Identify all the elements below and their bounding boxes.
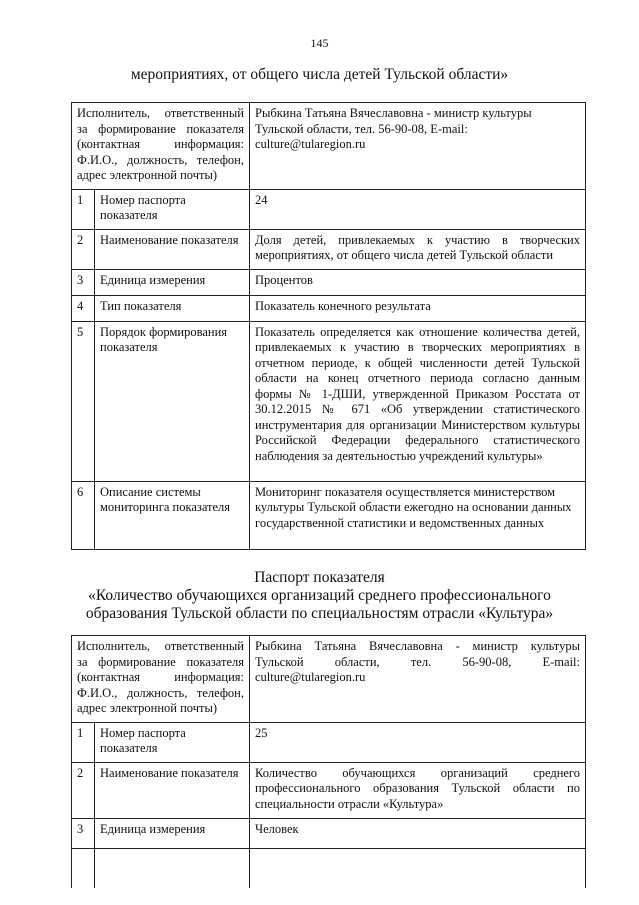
table-row xyxy=(72,722,586,762)
table-row xyxy=(72,295,586,321)
executor-label: Исполнитель, ответственный за формирование показателя (контактная информация: Ф.И.О., должность, телефон, адрес электронной почты) xyxy=(72,636,250,723)
indicator-passport-table-25 xyxy=(71,635,586,888)
passport-subtitle-line-2: образования Тульской области по специальностям отрасли «Культура» xyxy=(85,605,554,622)
passport-title: Паспорт показателя xyxy=(254,569,385,586)
row-number: 6 xyxy=(72,481,95,549)
table-row xyxy=(72,762,586,818)
continuation-cell xyxy=(72,848,95,888)
row-label: Наименование показателя xyxy=(95,762,250,818)
row-label: Наименование показателя xyxy=(95,229,250,269)
row-label: Порядок формирования показателя xyxy=(95,321,250,481)
page-number: 145 xyxy=(310,36,329,50)
executor-value: Рыбкина Татьяна Вячеславовна - министр культуры Тульской области, тел. 56-90-08, E-mail: culture@tularegion.ru xyxy=(250,636,586,723)
row-value: Процентов xyxy=(250,269,586,295)
row-value: Показатель определяется как отношение количества детей, привлекаемых к участию в творческих мероприятиях в отчетном периоде, к общей численности детей Тульской области на конец отчетного периода согласно данным формы № 1-ДШИ, утвержденной Приказом Росстата от 30.12.2015 № 671 «Об утверждении статистического инструментария для организации Министерством культуры Российской Федерации федерального статистического наблюдения за деятельностью учреждений культуры» xyxy=(250,321,586,481)
row-number: 1 xyxy=(72,189,95,229)
row-value: Количество обучающихся организаций среднего профессионального образования Тульской области по специальности отрасли «Культура» xyxy=(250,762,586,818)
table-row xyxy=(72,189,586,229)
table-row xyxy=(72,818,586,848)
row-number: 2 xyxy=(72,762,95,818)
row-label: Единица измерения xyxy=(95,818,250,848)
row-value: Мониторинг показателя осуществляется министерством культуры Тульской области ежегодно на основании данных государственной статистики и ведомственных данных xyxy=(250,481,586,549)
continuation-cell xyxy=(95,848,250,888)
row-number: 5 xyxy=(72,321,95,481)
row-number: 1 xyxy=(72,722,95,762)
row-value: Показатель конечного результата xyxy=(250,295,586,321)
indicator-passport-table-24 xyxy=(71,102,586,550)
continuation-heading: мероприятиях, от общего числа детей Тульской области» xyxy=(130,66,509,83)
table-row xyxy=(72,636,586,723)
table-continuation xyxy=(72,848,586,888)
row-value: 24 xyxy=(250,189,586,229)
row-value: Человек xyxy=(250,818,586,848)
row-number: 4 xyxy=(72,295,95,321)
passport-subtitle-line-1: «Количество обучающихся организаций среднего профессионального xyxy=(88,587,551,604)
row-label: Описание системы мониторинга показателя xyxy=(95,481,250,549)
row-label: Номер паспорта показателя xyxy=(95,189,250,229)
row-label: Единица измерения xyxy=(95,269,250,295)
table-row xyxy=(72,481,586,549)
row-value: 25 xyxy=(250,722,586,762)
row-number: 2 xyxy=(72,229,95,269)
row-label: Тип показателя xyxy=(95,295,250,321)
row-number: 3 xyxy=(72,269,95,295)
table-row xyxy=(72,321,586,481)
row-number: 3 xyxy=(72,818,95,848)
table-row xyxy=(72,269,586,295)
table-row xyxy=(72,103,586,190)
row-label: Номер паспорта показателя xyxy=(95,722,250,762)
table-row xyxy=(72,229,586,269)
executor-value: Рыбкина Татьяна Вячеславовна - министр культуры Тульской области, тел. 56-90-08, E-mail: culture@tularegion.ru xyxy=(250,103,586,190)
executor-label: Исполнитель, ответственный за формирование показателя (контактная информация: Ф.И.О., должность, телефон, адрес электронной почты) xyxy=(72,103,250,190)
row-value: Доля детей, привлекаемых к участию в творческих мероприятиях, от общего числа детей Тульской области xyxy=(250,229,586,269)
continuation-cell xyxy=(250,848,586,888)
